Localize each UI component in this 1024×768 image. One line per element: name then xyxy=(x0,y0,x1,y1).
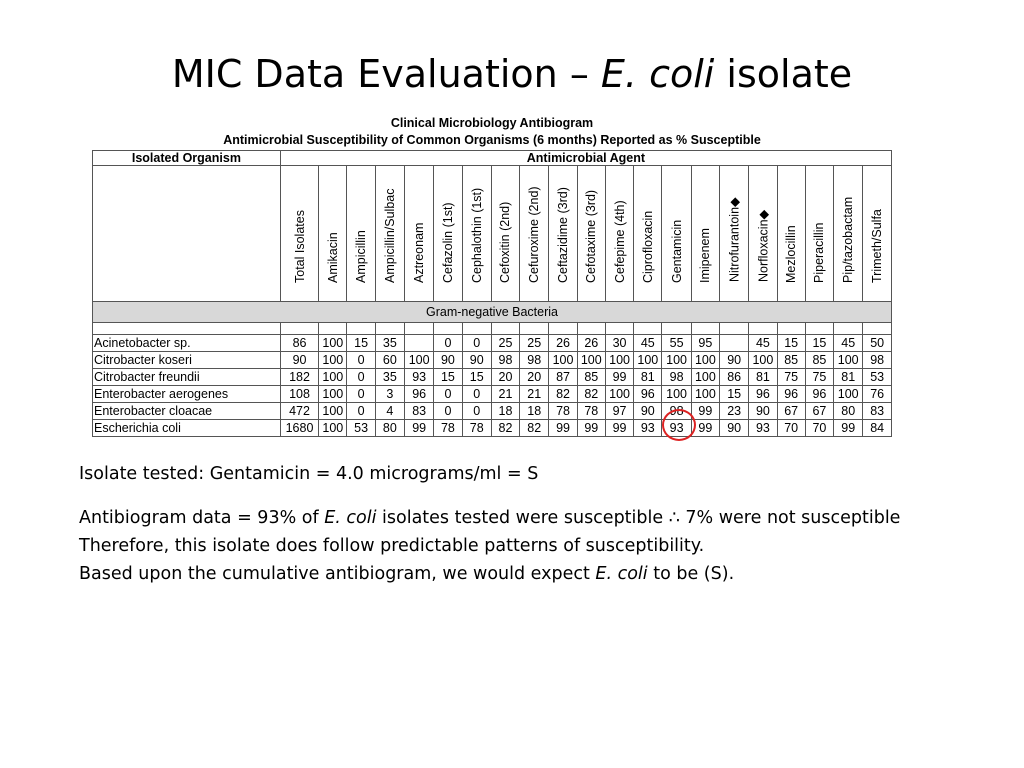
susceptibility-cell: 75 xyxy=(805,369,833,386)
susceptibility-cell: 75 xyxy=(777,369,805,386)
antibiogram-table xyxy=(92,150,892,437)
susceptibility-cell: 100 xyxy=(605,352,633,369)
susceptibility-cell: 35 xyxy=(375,335,404,352)
slide-title xyxy=(0,52,1024,96)
agent-column-header xyxy=(777,166,805,302)
susceptibility-cell: 0 xyxy=(434,335,462,352)
susceptibility-cell: 45 xyxy=(634,335,662,352)
susceptibility-cell: 15 xyxy=(462,369,491,386)
table-row xyxy=(93,335,892,352)
agent-column-header xyxy=(491,166,519,302)
agent-name: Aztreonam xyxy=(412,222,427,283)
susceptibility-cell: 99 xyxy=(405,420,434,437)
susceptibility-cell: 18 xyxy=(520,403,549,420)
susceptibility-cell: 96 xyxy=(777,386,805,403)
susceptibility-cell: 0 xyxy=(347,386,375,403)
table-row xyxy=(93,420,892,437)
susceptibility-cell: 93 xyxy=(749,420,777,437)
agent-column-header xyxy=(834,166,863,302)
susceptibility-cell: 18 xyxy=(491,403,519,420)
antibiogram-line: Antibiogram data = 93% of E. coli isolates tested were susceptible ∴ 7% were not susceptible xyxy=(79,508,901,528)
susceptibility-cell: 15 xyxy=(347,335,375,352)
susceptibility-cell: 85 xyxy=(577,369,605,386)
susceptibility-cell: 15 xyxy=(434,369,462,386)
susceptibility-cell: 100 xyxy=(319,352,347,369)
susceptibility-cell: 100 xyxy=(577,352,605,369)
susceptibility-cell: 182 xyxy=(280,369,318,386)
group-row xyxy=(93,302,892,323)
susceptibility-cell: 99 xyxy=(605,369,633,386)
susceptibility-cell: 81 xyxy=(749,369,777,386)
agent-name: Mezlocillin xyxy=(784,225,799,283)
susceptibility-cell: 82 xyxy=(520,420,549,437)
agent-column-header xyxy=(720,166,749,302)
susceptibility-cell: 20 xyxy=(491,369,519,386)
susceptibility-cell: 99 xyxy=(691,420,719,437)
agent-column-header xyxy=(605,166,633,302)
agent-column-header xyxy=(520,166,549,302)
susceptibility-cell: 78 xyxy=(549,403,577,420)
susceptibility-cell: 90 xyxy=(720,420,749,437)
organism-name: Citrobacter freundii xyxy=(93,369,281,386)
susceptibility-cell: 3 xyxy=(375,386,404,403)
organism-header: Isolated Organism xyxy=(93,151,281,166)
susceptibility-cell: 99 xyxy=(577,420,605,437)
agent-column-header xyxy=(805,166,833,302)
susceptibility-cell: 1680 xyxy=(280,420,318,437)
agent-name: Cefoxitin (2nd) xyxy=(498,201,513,283)
agent-column-header xyxy=(319,166,347,302)
susceptibility-cell: 98 xyxy=(662,369,691,386)
susceptibility-cell: 97 xyxy=(605,403,633,420)
susceptibility-cell: 60 xyxy=(375,352,404,369)
susceptibility-cell: 23 xyxy=(720,403,749,420)
group-label: Gram-negative Bacteria xyxy=(93,302,892,323)
susceptibility-cell: 0 xyxy=(434,403,462,420)
agent-name: Ciprofloxacin xyxy=(640,210,655,283)
agent-column-header xyxy=(405,166,434,302)
susceptibility-cell: 99 xyxy=(691,403,719,420)
susceptibility-cell: 90 xyxy=(749,403,777,420)
agent-column-header xyxy=(691,166,719,302)
susceptibility-cell: 21 xyxy=(520,386,549,403)
agent-column-header xyxy=(749,166,777,302)
susceptibility-cell: 50 xyxy=(863,335,892,352)
susceptibility-cell: 86 xyxy=(280,335,318,352)
highlight-circle xyxy=(662,409,696,441)
susceptibility-cell: 25 xyxy=(520,335,549,352)
agent-header: Antimicrobial Agent xyxy=(280,151,891,166)
susceptibility-cell: 85 xyxy=(805,352,833,369)
susceptibility-cell: 45 xyxy=(749,335,777,352)
susceptibility-cell: 26 xyxy=(577,335,605,352)
susceptibility-cell: 100 xyxy=(749,352,777,369)
susceptibility-cell: 98 xyxy=(863,352,892,369)
susceptibility-cell: 87 xyxy=(549,369,577,386)
susceptibility-cell: 93 xyxy=(634,420,662,437)
susceptibility-cell: 93 xyxy=(405,369,434,386)
susceptibility-cell: 0 xyxy=(347,352,375,369)
susceptibility-cell xyxy=(405,335,434,352)
susceptibility-cell: 80 xyxy=(834,403,863,420)
susceptibility-cell: 99 xyxy=(549,420,577,437)
agent-name: Norfloxacin◆ xyxy=(756,209,771,282)
susceptibility-cell: 90 xyxy=(462,352,491,369)
susceptibility-cell: 81 xyxy=(834,369,863,386)
susceptibility-cell: 78 xyxy=(462,420,491,437)
agent-name: Nitrofurantoin◆ xyxy=(727,197,742,282)
susceptibility-cell: 67 xyxy=(805,403,833,420)
susceptibility-cell: 100 xyxy=(319,386,347,403)
agent-name: Cefuroxime (2nd) xyxy=(527,186,542,283)
susceptibility-cell: 100 xyxy=(605,386,633,403)
susceptibility-cell: 0 xyxy=(434,386,462,403)
table-row xyxy=(93,403,892,420)
susceptibility-cell: 90 xyxy=(720,352,749,369)
susceptibility-cell: 83 xyxy=(405,403,434,420)
agent-column-header xyxy=(577,166,605,302)
susceptibility-cell: 0 xyxy=(347,403,375,420)
susceptibility-cell: 70 xyxy=(805,420,833,437)
susceptibility-cell: 4 xyxy=(375,403,404,420)
susceptibility-cell: 78 xyxy=(434,420,462,437)
table-row xyxy=(93,386,892,403)
susceptibility-cell: 99 xyxy=(834,420,863,437)
organism-name: Escherichia coli xyxy=(93,420,281,437)
susceptibility-cell: 100 xyxy=(319,335,347,352)
susceptibility-cell: 70 xyxy=(777,420,805,437)
susceptibility-cell: 98 xyxy=(491,352,519,369)
susceptibility-cell: 45 xyxy=(834,335,863,352)
susceptibility-cell: 100 xyxy=(634,352,662,369)
susceptibility-cell: 78 xyxy=(577,403,605,420)
agent-column-header xyxy=(662,166,691,302)
agent-name: Total Isolates xyxy=(292,210,307,283)
susceptibility-cell: 96 xyxy=(749,386,777,403)
agent-names-row xyxy=(93,166,892,302)
susceptibility-cell: 26 xyxy=(549,335,577,352)
organism-name: Enterobacter aerogenes xyxy=(93,386,281,403)
susceptibility-cell: 86 xyxy=(720,369,749,386)
title-organism: E. coli xyxy=(600,52,715,96)
susceptibility-cell: 90 xyxy=(434,352,462,369)
susceptibility-cell: 85 xyxy=(777,352,805,369)
expectation-line: Based upon the cumulative antibiogram, we would expect E. coli to be (S). xyxy=(79,564,735,584)
agent-name: Cephalothin (1st) xyxy=(469,187,484,283)
susceptibility-cell: 0 xyxy=(462,403,491,420)
susceptibility-cell: 472 xyxy=(280,403,318,420)
conclusion-line: Therefore, this isolate does follow predictable patterns of susceptibility. xyxy=(79,536,705,556)
agent-name: Ampicillin/Sulbac xyxy=(382,188,397,283)
susceptibility-cell: 83 xyxy=(863,403,892,420)
susceptibility-cell: 100 xyxy=(405,352,434,369)
susceptibility-cell: 80 xyxy=(375,420,404,437)
agent-column-header xyxy=(549,166,577,302)
table-header-row xyxy=(93,151,892,166)
agent-column-header xyxy=(863,166,892,302)
susceptibility-cell: 35 xyxy=(375,369,404,386)
susceptibility-cell: 53 xyxy=(347,420,375,437)
susceptibility-cell: 82 xyxy=(549,386,577,403)
susceptibility-cell: 98 xyxy=(662,403,691,420)
susceptibility-cell: 96 xyxy=(805,386,833,403)
susceptibility-cell: 100 xyxy=(319,420,347,437)
susceptibility-cell: 108 xyxy=(280,386,318,403)
susceptibility-cell: 0 xyxy=(462,386,491,403)
agent-column-header xyxy=(347,166,375,302)
organism-name: Acinetobacter sp. xyxy=(93,335,281,352)
agent-column-header xyxy=(434,166,462,302)
susceptibility-cell: 100 xyxy=(691,386,719,403)
susceptibility-cell: 30 xyxy=(605,335,633,352)
susceptibility-cell: 55 xyxy=(662,335,691,352)
agent-name: Piperacillin xyxy=(812,222,827,283)
susceptibility-cell: 96 xyxy=(405,386,434,403)
agent-name: Cefazolin (1st) xyxy=(440,202,455,283)
agent-column-header xyxy=(280,166,318,302)
susceptibility-cell: 100 xyxy=(662,386,691,403)
susceptibility-cell: 0 xyxy=(347,369,375,386)
agent-name: Pip/tazobactam xyxy=(841,196,856,283)
susceptibility-cell: 76 xyxy=(863,386,892,403)
susceptibility-cell xyxy=(720,335,749,352)
susceptibility-cell: 15 xyxy=(720,386,749,403)
susceptibility-cell: 98 xyxy=(520,352,549,369)
susceptibility-cell: 95 xyxy=(691,335,719,352)
susceptibility-cell: 99 xyxy=(605,420,633,437)
susceptibility-cell: 67 xyxy=(777,403,805,420)
susceptibility-cell: 20 xyxy=(520,369,549,386)
agent-name: Cefotaxime (3rd) xyxy=(584,189,599,283)
susceptibility-cell: 0 xyxy=(462,335,491,352)
figure-subheading: Antimicrobial Susceptibility of Common Organisms (6 months) Reported as % Susceptible xyxy=(223,133,761,147)
susceptibility-cell: 15 xyxy=(805,335,833,352)
agent-name: Amikacin xyxy=(325,232,340,283)
table-row xyxy=(93,369,892,386)
title-text: MIC Data Evaluation – xyxy=(171,52,601,96)
figure-heading: Clinical Microbiology Antibiogram xyxy=(390,116,594,130)
title-suffix: isolate xyxy=(714,52,853,96)
agent-name: Ceftazidime (3rd) xyxy=(556,187,571,283)
susceptibility-cell: 84 xyxy=(863,420,892,437)
agent-name: Trimeth/Sulfa xyxy=(870,209,885,283)
table-row xyxy=(93,352,892,369)
susceptibility-cell: 100 xyxy=(691,369,719,386)
susceptibility-cell: 100 xyxy=(319,369,347,386)
susceptibility-cell: 100 xyxy=(549,352,577,369)
agent-name: Gentamicin xyxy=(669,219,684,283)
susceptibility-cell: 96 xyxy=(634,386,662,403)
organism-name: Enterobacter cloacae xyxy=(93,403,281,420)
isolate-line: Isolate tested: Gentamicin = 4.0 micrograms/ml = S xyxy=(79,464,539,484)
susceptibility-cell: 93 xyxy=(662,420,691,437)
susceptibility-cell: 82 xyxy=(577,386,605,403)
susceptibility-cell: 81 xyxy=(634,369,662,386)
explanation-block xyxy=(79,504,959,588)
susceptibility-cell: 15 xyxy=(777,335,805,352)
susceptibility-cell: 90 xyxy=(280,352,318,369)
susceptibility-cell: 25 xyxy=(491,335,519,352)
susceptibility-cell: 21 xyxy=(491,386,519,403)
agent-name: Cefepime (4th) xyxy=(612,200,627,283)
susceptibility-cell: 100 xyxy=(834,386,863,403)
organism-name: Citrobacter koseri xyxy=(93,352,281,369)
susceptibility-cell: 100 xyxy=(691,352,719,369)
susceptibility-cell: 100 xyxy=(319,403,347,420)
agent-name: Ampicillin xyxy=(354,230,369,283)
susceptibility-cell: 53 xyxy=(863,369,892,386)
agent-column-header xyxy=(375,166,404,302)
susceptibility-cell: 100 xyxy=(834,352,863,369)
susceptibility-cell: 100 xyxy=(662,352,691,369)
agent-column-header xyxy=(462,166,491,302)
agent-column-header xyxy=(634,166,662,302)
agent-name: Imipenem xyxy=(698,228,713,283)
susceptibility-cell: 90 xyxy=(634,403,662,420)
susceptibility-cell: 82 xyxy=(491,420,519,437)
